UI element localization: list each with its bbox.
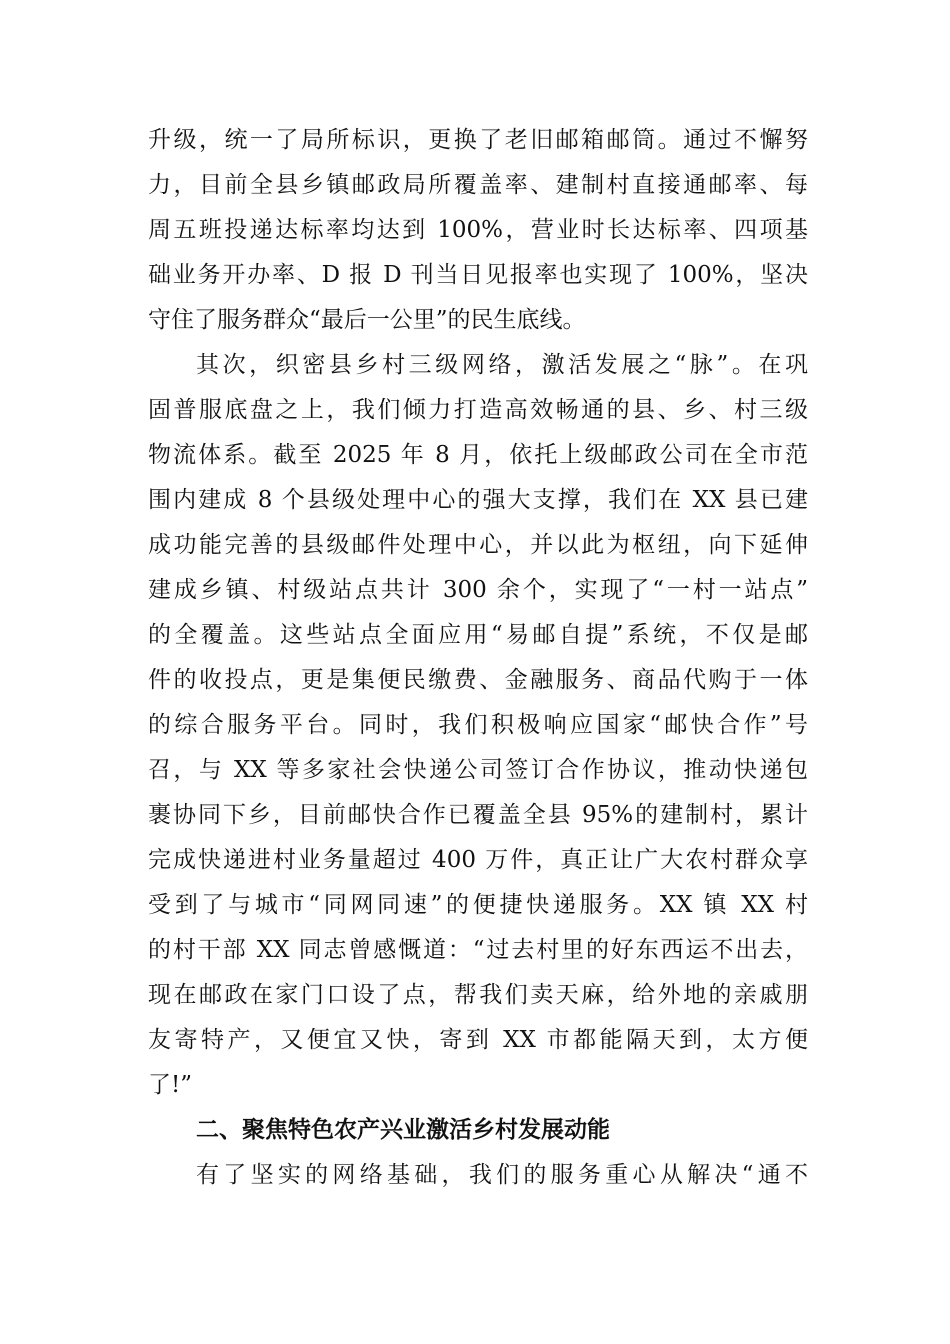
paragraph-line: 的全覆盖。这些站点全面应用“易邮自提”系统，不仅是邮 [148,622,808,648]
paragraph-line: 了!” [148,1072,193,1098]
paragraph-first-line: 有了坚实的网络基础，我们的服务重心从解决“通不 [196,1162,808,1188]
section-heading: 二、聚焦特色农产兴业激活乡村发展动能 [196,1117,610,1143]
paragraph-line: 升级，统一了局所标识，更换了老旧邮箱邮筒。通过不懈努 [148,127,808,153]
paragraph-line: 成功能完善的县级邮件处理中心，并以此为枢纽，向下延伸 [148,532,808,558]
paragraph-line: 裹协同下乡，目前邮快合作已覆盖全县 95%的建制村，累计 [148,802,808,828]
paragraph-line: 完成快递进村业务量超过 400 万件，真正让广大农村群众享 [148,847,808,873]
paragraph-line: 的综合服务平台。同时，我们积极响应国家“邮快合作”号 [148,712,808,738]
paragraph-line: 召，与 XX 等多家社会快递公司签订合作协议，推动快递包 [148,757,808,783]
paragraph-line: 友寄特产，又便宜又快，寄到 XX 市都能隔天到，太方便 [148,1027,808,1053]
paragraph-line: 固普服底盘之上，我们倾力打造高效畅通的县、乡、村三级 [148,397,808,423]
paragraph-line: 现在邮政在家门口设了点，帮我们卖天麻，给外地的亲戚朋 [148,982,808,1008]
paragraph-line: 物流体系。截至 2025 年 8 月，依托上级邮政公司在全市范 [148,442,808,468]
paragraph-line: 守住了服务群众“最后一公里”的民生底线。 [148,307,586,333]
paragraph-line: 建成乡镇、村级站点共计 300 余个，实现了“一村一站点” [148,577,808,603]
paragraph-line: 础业务开办率、D 报 D 刊当日见报率也实现了 100%，坚决 [148,262,808,288]
paragraph-line: 围内建成 8 个县级处理中心的强大支撑，我们在 XX 县已建 [148,487,808,513]
paragraph-line: 的村干部 XX 同志曾感慨道：“过去村里的好东西运不出去， [148,937,808,963]
paragraph-line: 力，目前全县乡镇邮政局所覆盖率、建制村直接通邮率、每 [148,172,808,198]
paragraph-first-line: 其次，织密县乡村三级网络，激活发展之“脉”。在巩 [196,352,808,378]
paragraph-line: 受到了与城市“同网同速”的便捷快递服务。XX 镇 XX 村 [148,892,808,918]
paragraph-line: 周五班投递达标率均达到 100%，营业时长达标率、四项基 [148,217,808,243]
paragraph-line: 件的收投点，更是集便民缴费、金融服务、商品代购于一体 [148,667,808,693]
